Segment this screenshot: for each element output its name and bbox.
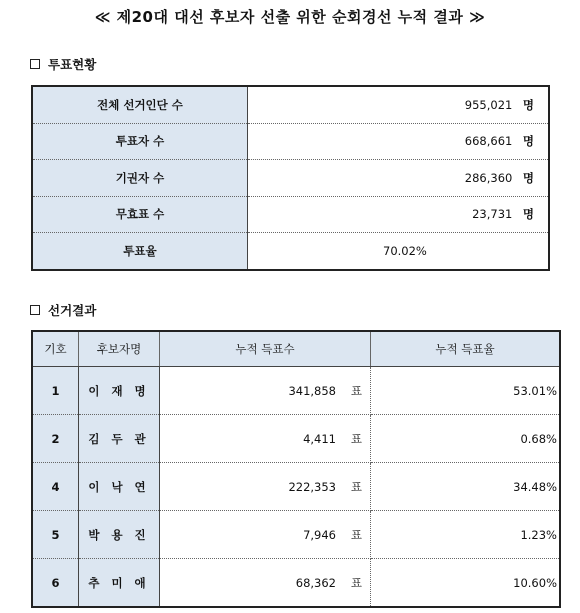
candidate-votes: 4,411 표 — [160, 415, 371, 463]
table-row — [32, 86, 549, 123]
table-row — [32, 415, 560, 463]
candidate-name: 추 미 애 — [79, 559, 160, 608]
table-row — [32, 160, 549, 197]
table-row — [32, 511, 560, 559]
candidate-name: 박 용 진 — [79, 511, 160, 559]
row-label: 무효표 수 — [32, 196, 248, 233]
row-label: 투표자 수 — [32, 123, 248, 160]
candidate-rate: 0.68% — [371, 415, 561, 463]
turnout-table — [31, 85, 550, 271]
row-label: 투표율 — [32, 233, 248, 270]
column-header-number: 기호 — [32, 331, 79, 367]
table-row — [32, 123, 549, 160]
candidate-rate: 1.23% — [371, 511, 561, 559]
row-value: 955,021 명 — [248, 86, 550, 123]
turnout-rate-value: 70.02% — [383, 243, 427, 258]
header-row — [32, 331, 560, 367]
checkbox-square-icon — [30, 59, 40, 69]
section-label: 선거결과 — [48, 303, 97, 318]
table-row — [32, 367, 560, 415]
section-label: 투표현황 — [48, 57, 97, 72]
candidate-number: 4 — [32, 463, 79, 511]
candidate-votes: 68,362 표 — [160, 559, 371, 608]
candidate-votes: 222,353 표 — [160, 463, 371, 511]
section-heading-turnout — [30, 55, 96, 73]
table-row — [32, 463, 560, 511]
row-value: 286,360 명 — [248, 160, 550, 197]
candidate-name: 이 재 명 — [79, 367, 160, 415]
table-row — [32, 559, 560, 608]
candidate-rate: 10.60% — [513, 575, 557, 590]
column-header-rate: 누적 득표율 — [371, 331, 561, 367]
table-row — [32, 196, 549, 233]
candidate-number: 1 — [32, 367, 79, 415]
table-row — [32, 233, 549, 270]
row-label: 전체 선거인단 수 — [32, 86, 248, 123]
candidate-rate: 34.48% — [371, 463, 561, 511]
candidate-number: 2 — [32, 415, 79, 463]
candidate-rate: 53.01% — [371, 367, 561, 415]
section-heading-results — [30, 301, 96, 319]
candidate-votes: 341,858 표 — [160, 367, 371, 415]
page-title: ≪ 제20대 대선 후보자 선출 위한 순회경선 누적 결과 ≫ — [94, 8, 486, 26]
checkbox-square-icon — [30, 305, 40, 315]
candidate-number: 5 — [32, 511, 79, 559]
candidate-votes: 7,946 표 — [160, 511, 371, 559]
row-value: 668,661 명 — [248, 123, 550, 160]
column-header-votes: 누적 득표수 — [160, 331, 371, 367]
column-header-name: 후보자명 — [79, 331, 160, 367]
results-table — [31, 330, 561, 608]
candidate-number: 6 — [32, 559, 79, 608]
row-value: 23,731 명 — [248, 196, 550, 233]
candidate-name: 김 두 관 — [79, 415, 160, 463]
row-label: 기권자 수 — [32, 160, 248, 197]
candidate-name: 이 낙 연 — [79, 463, 160, 511]
